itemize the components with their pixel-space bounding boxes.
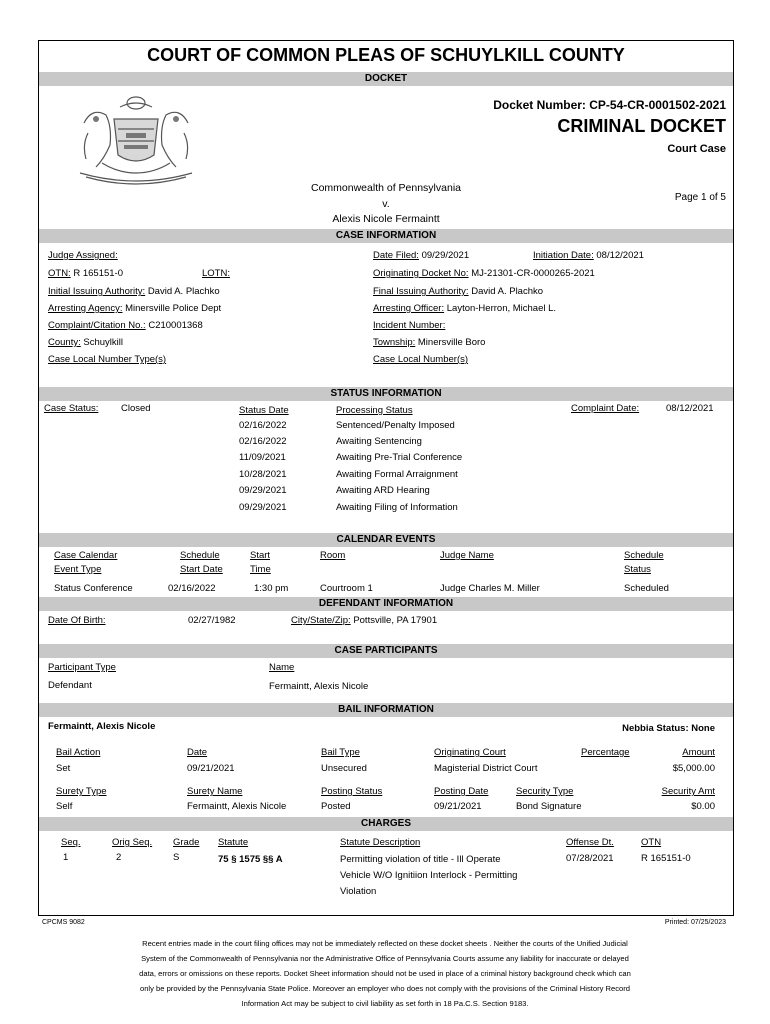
charge-seq: 1 xyxy=(63,852,69,863)
date-filed-label: Date Filed: xyxy=(373,250,419,261)
start-time-header-1: Start xyxy=(250,550,271,561)
arresting-agency: Minersville Police Dept xyxy=(125,303,222,314)
complaint-date-label: Complaint Date: xyxy=(571,403,640,414)
security-amount-header: Security Amt xyxy=(661,786,715,797)
case-status: Closed xyxy=(121,403,151,414)
complaint-number: C210001368 xyxy=(148,320,203,331)
calendar-room: Courtroom 1 xyxy=(320,583,373,594)
orig-seq-header: Orig Seq. xyxy=(112,837,153,848)
case-local-numbers-label: Case Local Number(s) xyxy=(373,354,469,365)
status-row-date: 02/16/2022 xyxy=(239,420,287,431)
originating-docket-label: Originating Docket No: xyxy=(373,268,469,279)
schedule-status-header-2: Status xyxy=(624,564,651,575)
court-case-label: Court Case xyxy=(667,143,726,155)
pennsylvania-seal-icon xyxy=(74,93,198,185)
bail-type: Unsecured xyxy=(321,763,367,774)
participant-name: Fermaintt, Alexis Nicole xyxy=(269,681,369,692)
form-number: CPCMS 9082 xyxy=(42,919,85,926)
originating-docket: MJ-21301-CR-0000265-2021 xyxy=(471,268,595,279)
complaint-number-label: Complaint/Citation No.: xyxy=(48,320,146,331)
dob-label: Date Of Birth: xyxy=(48,615,106,626)
charge-description-line-3: Violation xyxy=(340,886,377,897)
seq-header: Seq. xyxy=(61,837,81,848)
charge-statute: 75 § 1575 §§ A xyxy=(218,854,283,865)
participant-type: Defendant xyxy=(48,680,92,691)
arresting-officer: Layton-Herron, Michael L. xyxy=(446,303,557,314)
participant-name-header: Name xyxy=(269,662,295,673)
charge-grade: S xyxy=(173,852,180,863)
status-row-status: Sentenced/Penalty Imposed xyxy=(336,420,455,431)
bail-date-header: Date xyxy=(187,747,208,758)
bail-action-header: Bail Action xyxy=(56,747,101,758)
defendant-information-bar: DEFENDANT INFORMATION xyxy=(39,597,733,611)
bail-amount: $5,000.00 xyxy=(672,763,715,774)
disclaimer-line: data, errors or omissions on these reports. Docket Sheet information should not be used in place of a criminal history background check which can xyxy=(139,969,631,978)
posting-date-header: Posting Date xyxy=(434,786,489,797)
bail-date: 09/21/2021 xyxy=(187,763,235,774)
township: Minersville Boro xyxy=(417,337,486,348)
date-filed: 09/29/2021 xyxy=(421,250,470,261)
party-defendant: Alexis Nicole Fermaintt xyxy=(332,213,440,225)
room-header: Room xyxy=(320,550,346,561)
calendar-event-header-1: Case Calendar xyxy=(54,550,118,561)
statute-header: Statute xyxy=(218,837,249,848)
status-row-date: 09/29/2021 xyxy=(239,485,287,496)
offense-date-header: Offense Dt. xyxy=(566,837,614,848)
charge-orig-seq: 2 xyxy=(116,852,122,863)
case-information-bar: CASE INFORMATION xyxy=(39,229,733,243)
status-row-date: 11/09/2021 xyxy=(239,452,286,463)
township-label: Township: xyxy=(373,337,416,348)
lotn-label: LOTN: xyxy=(202,268,230,279)
city-state-zip: Pottsville, PA 17901 xyxy=(353,615,438,626)
security-type: Bond Signature xyxy=(516,801,582,812)
bail-type-header: Bail Type xyxy=(321,747,360,758)
charges-bar: CHARGES xyxy=(39,817,733,831)
schedule-date-header-2: Start Date xyxy=(180,564,223,575)
status-row-status: Awaiting ARD Hearing xyxy=(336,485,430,496)
case-participants-bar: CASE PARTICIPANTS xyxy=(39,644,733,658)
status-information-bar: STATUS INFORMATION xyxy=(39,387,733,401)
court-title: COURT OF COMMON PLEAS OF SCHUYLKILL COUNTY xyxy=(147,45,625,65)
surety-name-header: Surety Name xyxy=(187,786,243,797)
complaint-date: 08/12/2021 xyxy=(666,403,714,414)
amount-header: Amount xyxy=(682,747,715,758)
initial-authority-label: Initial Issuing Authority: xyxy=(48,286,146,297)
arresting-agency-label: Arresting Agency: xyxy=(48,303,123,314)
calendar-start-date: 02/16/2022 xyxy=(168,583,216,594)
dob: 02/27/1982 xyxy=(188,615,236,626)
nebbia-status: Nebbia Status: None xyxy=(622,723,715,734)
final-authority: David A. Plachko xyxy=(471,286,544,297)
otn: R 165151-0 xyxy=(73,268,123,279)
schedule-date-header-1: Schedule xyxy=(180,550,220,561)
charge-otn-header: OTN xyxy=(641,837,662,848)
surety-type: Self xyxy=(56,801,73,812)
status-row-status: Awaiting Sentencing xyxy=(336,436,422,447)
disclaimer-line: Recent entries made in the court filing offices may not be immediately reflected on these docket sheets . Neither the courts of the Unified Judicial xyxy=(142,939,628,948)
originating-court: Magisterial District Court xyxy=(434,763,538,774)
posting-status: Posted xyxy=(321,801,351,812)
status-row-date: 09/29/2021 xyxy=(239,502,287,513)
status-date-header: Status Date xyxy=(239,405,289,416)
bail-action: Set xyxy=(56,763,71,774)
judge-name-header: Judge Name xyxy=(440,550,494,561)
disclaimer xyxy=(90,936,680,1011)
charge-otn: R 165151-0 xyxy=(641,853,691,864)
county-label: County: xyxy=(48,337,81,348)
incident-number-label: Incident Number: xyxy=(373,320,446,331)
initial-authority: David A. Plachko xyxy=(147,286,220,297)
grade-header: Grade xyxy=(173,837,200,848)
surety-name: Fermaintt, Alexis Nicole xyxy=(187,801,287,812)
initiation-date: 08/12/2021 xyxy=(596,250,644,261)
status-row-status: Awaiting Pre-Trial Conference xyxy=(336,452,463,463)
case-local-number-type-label: Case Local Number Type(s) xyxy=(48,354,167,365)
party-versus: v. xyxy=(382,198,390,210)
bail-information-bar: BAIL INFORMATION xyxy=(39,703,733,717)
printed-date: Printed: 07/25/2023 xyxy=(664,919,726,926)
calendar-judge: Judge Charles M. Miller xyxy=(440,583,540,594)
status-row-date: 10/28/2021 xyxy=(239,469,287,480)
calendar-event-header-2: Event Type xyxy=(54,564,102,575)
charge-description-line-1: Permitting violation of title - Ill Operate xyxy=(340,854,501,865)
status-row-status: Awaiting Filing of Information xyxy=(336,502,458,513)
schedule-status-header-1: Schedule xyxy=(624,550,664,561)
case-status-label: Case Status: xyxy=(44,403,99,414)
calendar-start-time: 1:30 pm xyxy=(254,583,289,594)
disclaimer-line: Information Act may be subject to civil liability as set forth in 18 Pa.C.S. Section 9183. xyxy=(241,999,529,1008)
page-indicator: Page 1 of 5 xyxy=(674,192,726,203)
charge-offense-date: 07/28/2021 xyxy=(566,853,614,864)
security-type-header: Security Type xyxy=(516,786,574,797)
calendar-event-type: Status Conference xyxy=(54,583,133,594)
otn-label: OTN: xyxy=(48,268,71,279)
bail-person: Fermaintt, Alexis Nicole xyxy=(48,721,156,732)
judge-assigned-label: Judge Assigned: xyxy=(48,250,118,261)
final-authority-label: Final Issuing Authority: xyxy=(373,286,469,297)
party-plaintiff: Commonwealth of Pennsylvania xyxy=(311,182,461,194)
disclaimer-line: only be provided by the Pennsylvania State Police. Moreover an employer who does not comply with the provisions of the Criminal History Record xyxy=(139,984,631,993)
security-amount: $0.00 xyxy=(691,801,715,812)
county: Schuylkill xyxy=(83,337,123,348)
disclaimer-line: System of the Commonwealth of Pennsylvania nor the Administrative Office of Pennsylvania Courts assume any liability for inaccurate or delayed xyxy=(141,954,629,963)
docket-frame xyxy=(38,40,734,916)
statute-description-header: Statute Description xyxy=(340,837,421,848)
criminal-docket-heading: CRIMINAL DOCKET xyxy=(557,116,726,136)
posting-status-header: Posting Status xyxy=(321,786,383,797)
status-row-status: Awaiting Formal Arraignment xyxy=(336,469,458,480)
surety-type-header: Surety Type xyxy=(56,786,107,797)
docket-bar: DOCKET xyxy=(39,72,733,86)
calendar-events-bar: CALENDAR EVENTS xyxy=(39,533,733,547)
start-time-header-2: Time xyxy=(250,564,271,575)
originating-court-header: Originating Court xyxy=(434,747,506,758)
participant-type-header: Participant Type xyxy=(48,662,116,673)
arresting-officer-label: Arresting Officer: xyxy=(373,303,445,314)
initiation-date-label: Initiation Date: xyxy=(533,250,594,261)
city-state-zip-label: City/State/Zip: xyxy=(291,615,351,626)
calendar-status: Scheduled xyxy=(624,583,669,594)
processing-status-header: Processing Status xyxy=(336,405,413,416)
charge-description-line-2: Vehicle W/O Ignitiion Interlock - Permitting xyxy=(340,870,518,881)
status-row-date: 02/16/2022 xyxy=(239,436,287,447)
percentage-header: Percentage xyxy=(581,747,630,758)
posting-date: 09/21/2021 xyxy=(434,801,482,812)
docket-number: Docket Number: CP-54-CR-0001502-2021 xyxy=(493,98,726,112)
